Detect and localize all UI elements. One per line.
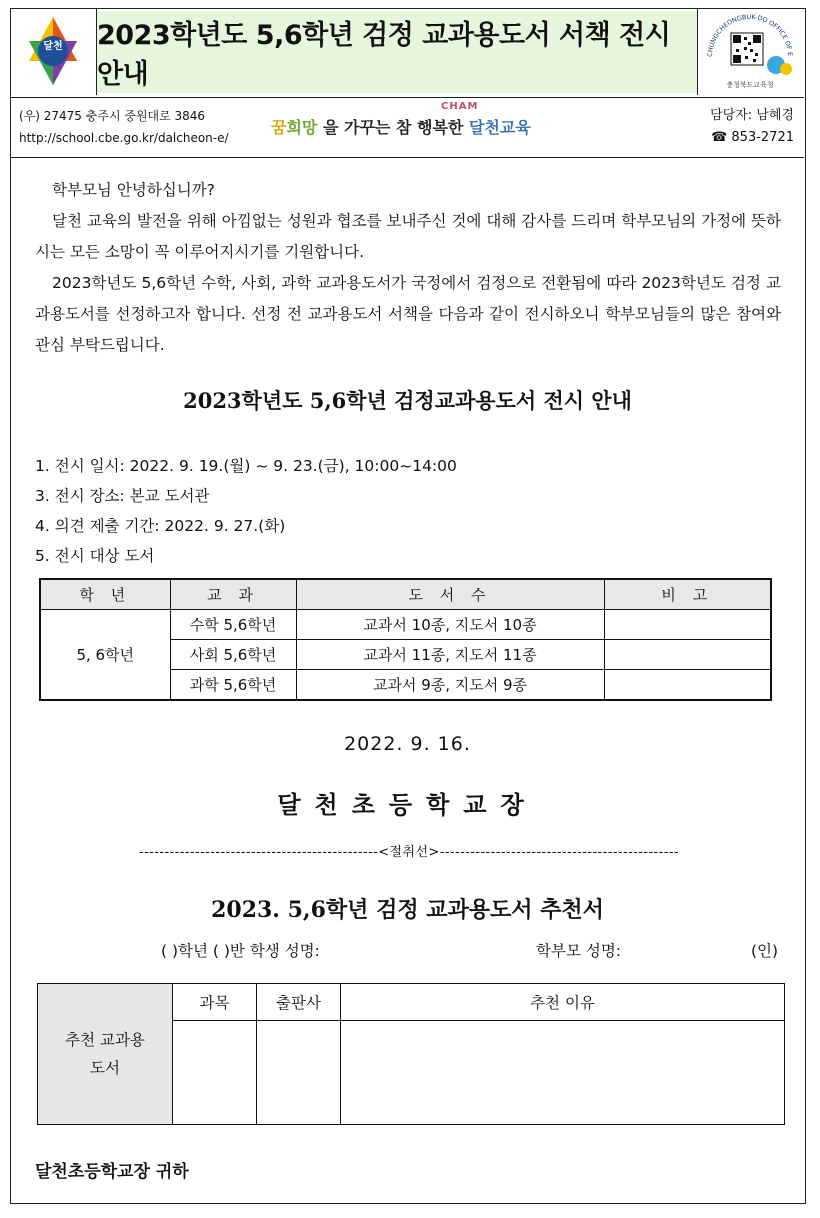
- col-header-subject: 교 과: [170, 579, 296, 610]
- letter-paragraph-2: 2023학년도 5,6학년 수학, 사회, 과학 교과용도서가 국정에서 검정으로 전환됨에 따라 2023학년도 검정 교과용도서를 선정하고자 합니다. 선정 전 교과용도서 서책을 다음과 같이 전시하오니 학부모님들의 많은 참여와 관심 부탁드립니다.: [35, 274, 781, 354]
- slogan-mid: 을 가꾸는: [322, 118, 391, 137]
- subject-cell: 과학 5,6학년: [170, 670, 296, 701]
- col-header-note: 비 고: [604, 579, 771, 610]
- logo-caption: 충청북도교육청: [726, 81, 774, 89]
- slogan-school: 달천교육: [468, 118, 531, 137]
- notice-item: 5. 전시 대상 도서: [35, 547, 155, 565]
- reason-input-cell[interactable]: [341, 1021, 785, 1125]
- header: [11, 9, 804, 97]
- slogan-happy: 행복한: [417, 118, 464, 137]
- form-title: 2023. 5,6학년 검정 교과용도서 추천서: [211, 897, 604, 923]
- notice-items: [35, 451, 457, 571]
- count-cell: 교과서 11종, 지도서 11종: [296, 640, 604, 670]
- subject-input-cell[interactable]: [173, 1021, 257, 1125]
- col-header-subject: 과목: [173, 984, 257, 1021]
- parent-name-field[interactable]: 학부모 성명:: [536, 942, 622, 960]
- col-header-count: 도 서 수: [296, 579, 604, 610]
- slogan-cham: 참: [395, 118, 412, 137]
- principal-signature: 달천초등학교장: [277, 790, 538, 819]
- phone-icon: ☎: [711, 130, 728, 145]
- seal-mark: (인): [751, 942, 779, 960]
- education-office-logo: [697, 9, 804, 95]
- table-header-row: [40, 579, 771, 610]
- info-row: [11, 99, 804, 155]
- slogan-cham-en: CHAM: [441, 101, 479, 112]
- slogan-kkum: 꿈: [271, 118, 287, 137]
- exhibit-table: [39, 578, 772, 701]
- notice-item: 3. 전시 장소: 본교 도서관: [35, 487, 210, 505]
- col-header-reason: 추천 이유: [341, 984, 785, 1021]
- logo-arc-text: CHUNGCHEONGBUK-DO OFFICE OF E: [705, 12, 795, 58]
- phone-number: 853-2721: [731, 130, 794, 145]
- table-row: [40, 610, 771, 640]
- school-logo-text-1: 달천: [43, 41, 63, 52]
- col-header-publisher: 출판사: [257, 984, 341, 1021]
- letter-paragraph-1: 달천 교육의 발전을 위해 아낌없는 성원과 협조를 보내주신 것에 대해 감사를 드리며 학부모님의 가정에 뜻하시는 모든 소망이 꼭 이루어지시기를 기원합니다.: [35, 212, 781, 261]
- table-header-row: [38, 984, 785, 1021]
- slogan-huimang: 희망: [286, 118, 318, 137]
- address-block: [19, 105, 229, 149]
- homepage-url[interactable]: http://school.cbe.go.kr/dalcheon-e/: [19, 131, 229, 145]
- subject-cell: 사회 5,6학년: [170, 640, 296, 670]
- grade-cell: 5, 6학년: [40, 610, 170, 701]
- contact-person: 담당자: 남혜경: [710, 108, 794, 123]
- note-cell: [604, 640, 771, 670]
- addressee: 달천초등학교장 귀하: [35, 1162, 189, 1182]
- publisher-input-cell[interactable]: [257, 1021, 341, 1125]
- divider: [11, 97, 804, 98]
- school-slogan: [271, 101, 531, 138]
- cut-dashes-right: -----------------------------------------------: [439, 845, 680, 860]
- row-header-text: 추천 교과용도서: [65, 1031, 145, 1077]
- row-header: [38, 984, 173, 1125]
- notice-item: 4. 의견 제출 기간: 2022. 9. 27.(화): [35, 517, 286, 535]
- title-banner: [97, 11, 697, 93]
- page-title: 2023학년도 5,6학년 검정 교과용도서 서책 전시 안내: [97, 20, 671, 90]
- letter-body: [35, 175, 781, 361]
- class-student-name-field[interactable]: ( )학년 ( )반 학생 성명:: [161, 942, 320, 960]
- note-cell: [604, 670, 771, 701]
- notice-title: 2023학년도 5,6학년 검정교과용도서 전시 안내: [183, 388, 632, 413]
- notice-item: 1. 전시 일시: 2022. 9. 19.(월) ~ 9. 23.(금), 10:00~14:00: [35, 457, 457, 475]
- issue-date: 2022. 9. 16.: [344, 733, 471, 755]
- count-cell: 교과서 10종, 지도서 10종: [296, 610, 604, 640]
- cut-line: [33, 841, 785, 860]
- phone-line: [710, 127, 794, 149]
- subject-cell: 수학 5,6학년: [170, 610, 296, 640]
- count-cell: 교과서 9종, 지도서 9종: [296, 670, 604, 701]
- address: (우) 27475 충주시 중원대로 3846: [19, 109, 206, 123]
- divider: [11, 157, 804, 158]
- col-header-grade: 학 년: [40, 579, 170, 610]
- greeting: 학부모님 안녕하십니까?: [52, 181, 215, 199]
- recommendation-table: [37, 983, 785, 1125]
- contact-block: [710, 105, 794, 149]
- document-page: [10, 8, 806, 1204]
- cut-dashes-left: -----------------------------------------------: [138, 845, 379, 860]
- note-cell: [604, 610, 771, 640]
- cut-label: <절취선>: [378, 845, 440, 860]
- school-logo: [11, 9, 97, 95]
